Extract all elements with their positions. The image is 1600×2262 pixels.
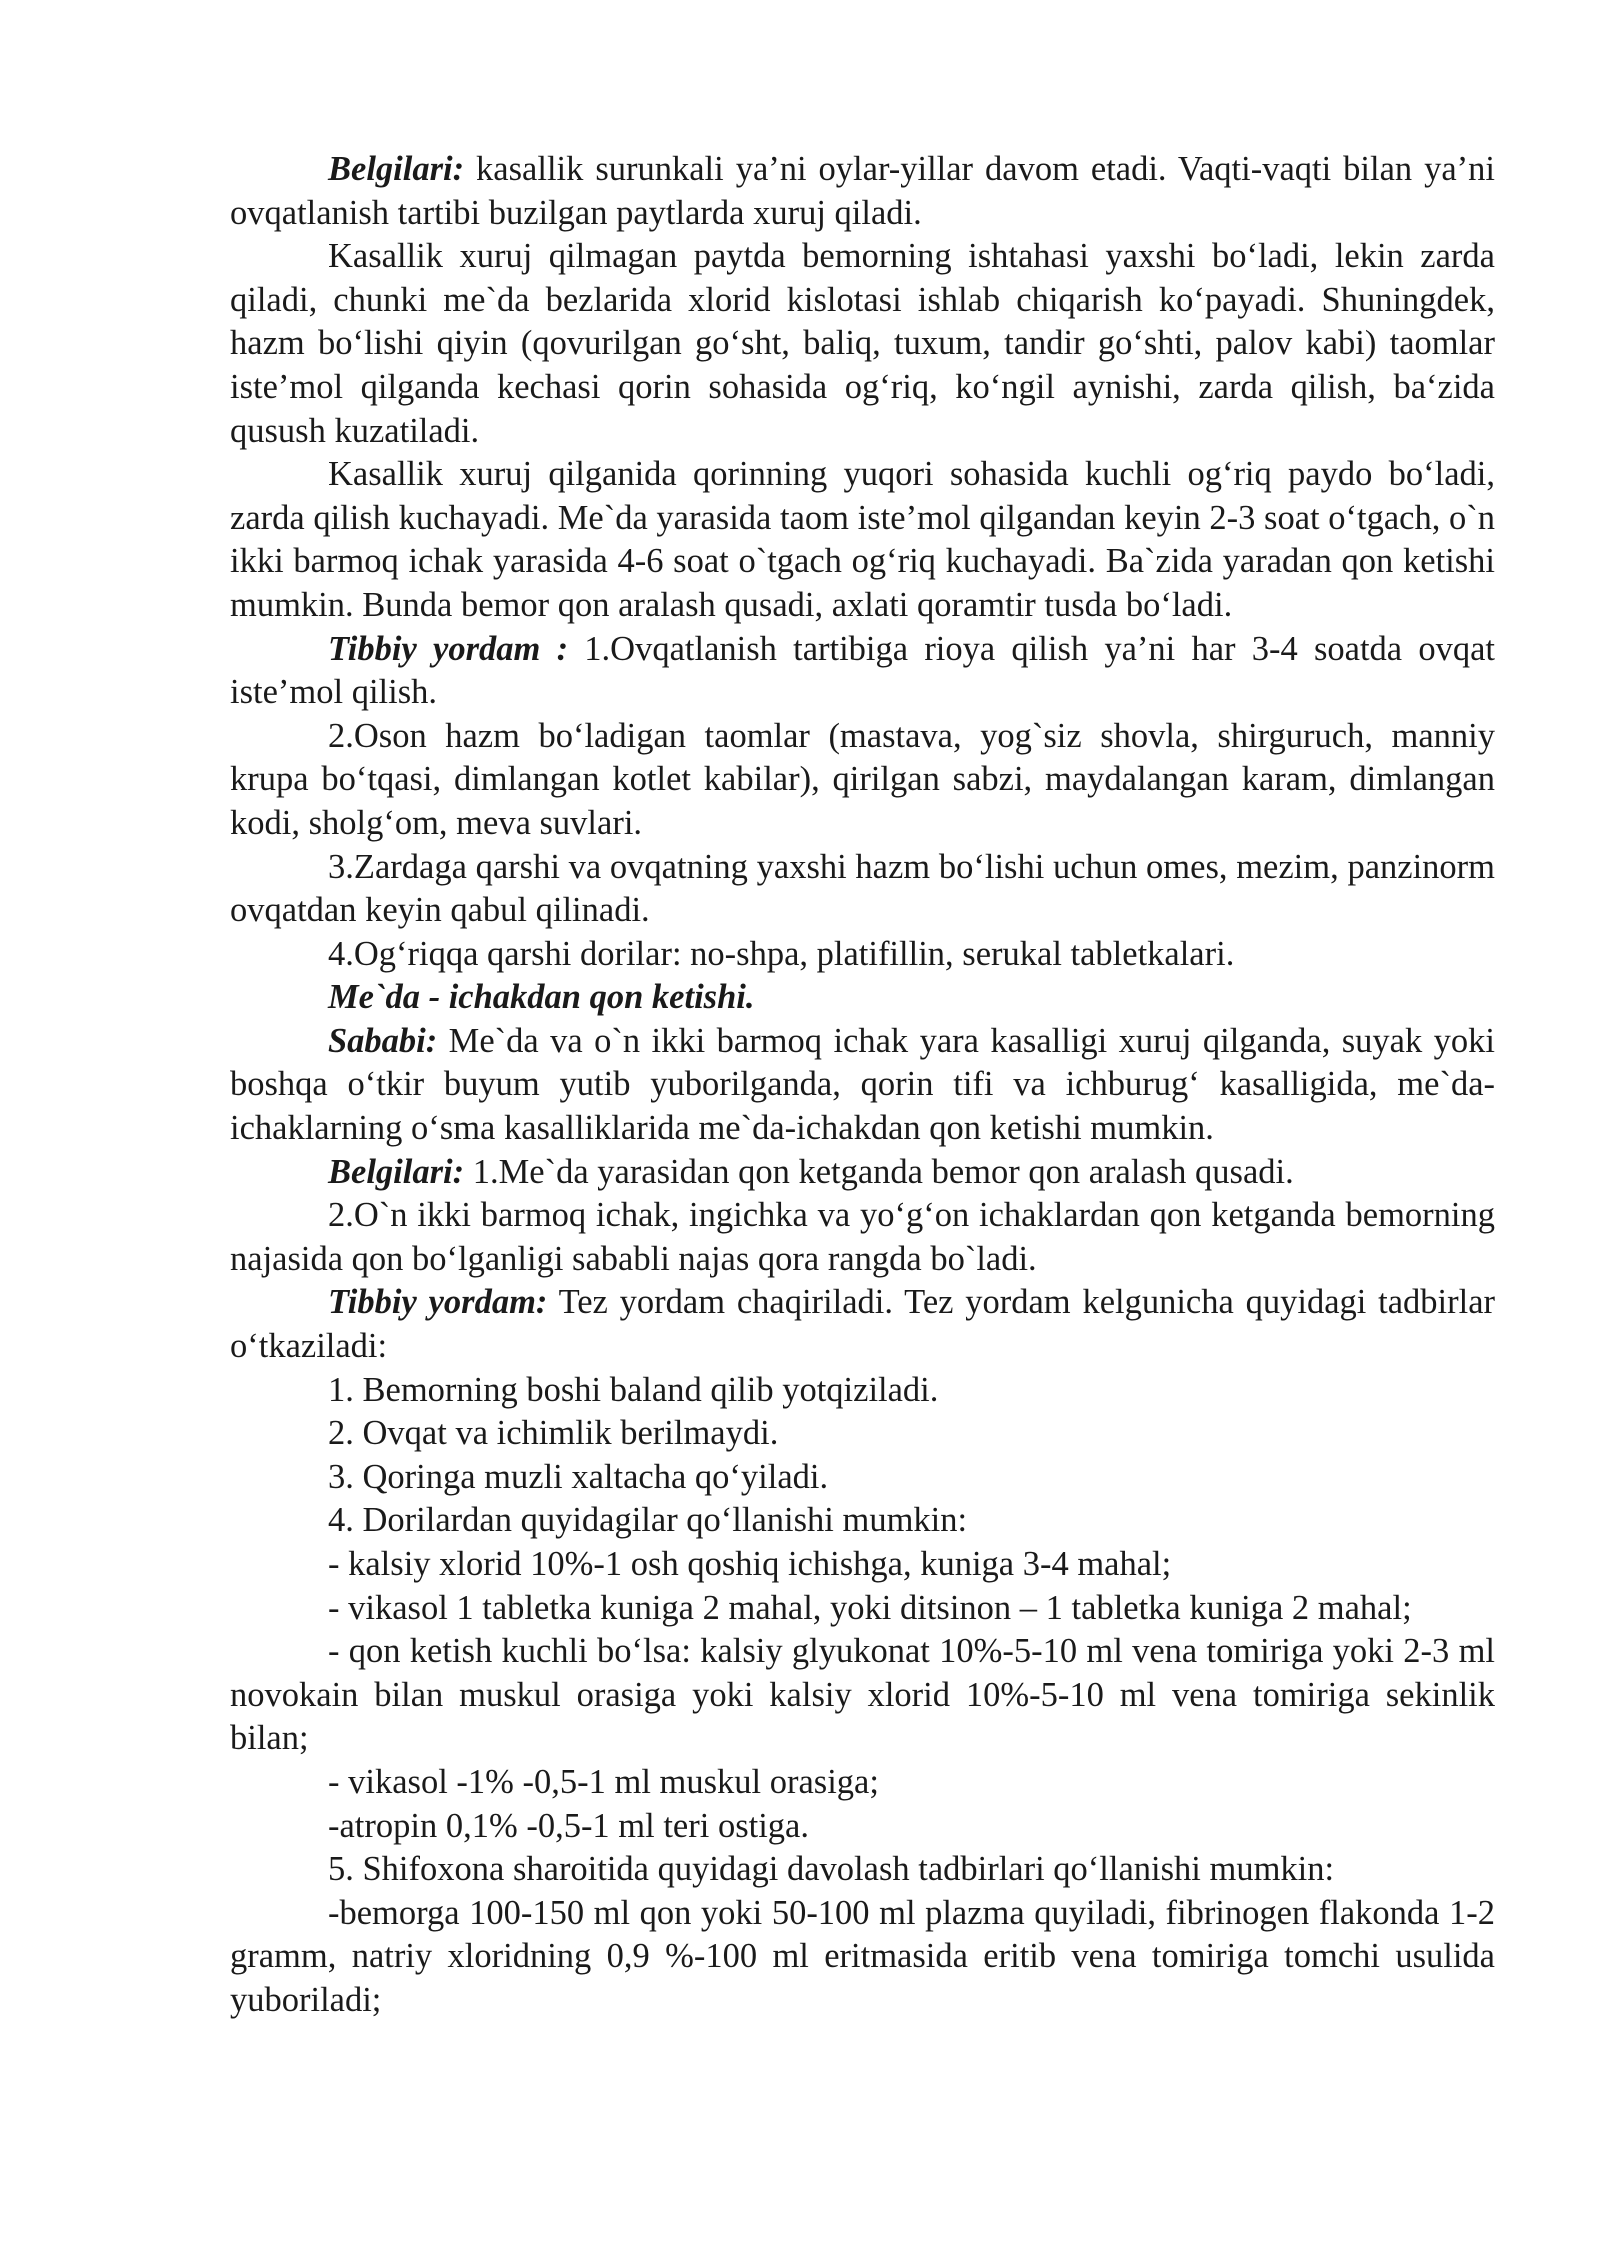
drug-item-vikasol-tablet <box>230 1587 1495 1631</box>
heading-bleeding: Me`da - ichakdan qon ketishi. <box>328 978 755 1017</box>
list-item-4 <box>230 1499 1495 1543</box>
paragraph-text: 1.Me`da yarasidan qon ketganda bemor qon aralash qusadi. <box>464 1152 1294 1191</box>
section-heading <box>230 976 1495 1020</box>
paragraph-symptom-item-2 <box>230 1194 1495 1281</box>
paragraph-text: 3.Zardaga qarshi va ovqatning yaxshi hazm bo‘lishi uchun omes, mezim, panzinorm ovqatdan keyin qabul qilinadi. <box>230 847 1495 930</box>
paragraph-medical-help-2 <box>230 1281 1495 1368</box>
paragraph-text: Me`da va o`n ikki barmoq ichak yara kasalligi xuruj qilganda, suyak yoki boshqa o‘tkir buyum yutib yuborilganda, qorin tifi va ichburug‘ kasalligida, me`da-ichaklarning o‘sma kasalliklarida me`da-ichakdan qon ketishi mumkin. <box>230 1021 1495 1148</box>
drug-item-atropin <box>230 1805 1495 1849</box>
list-item-5 <box>230 1848 1495 1892</box>
paragraph-text: 4.Og‘riqqa qarshi dorilar: no-shpa, platifillin, serukal tabletkalari. <box>328 934 1235 973</box>
label-causes: Sababi: <box>328 1021 438 1060</box>
paragraph-no-attack <box>230 235 1495 453</box>
paragraph-symptoms <box>230 148 1495 235</box>
paragraph-text: 4. Dorilardan quyidagilar qo‘llanishi mumkin: <box>328 1501 968 1540</box>
paragraph-text: -atropin 0,1% -0,5-1 ml teri ostiga. <box>328 1806 809 1845</box>
paragraph-text: -bemorga 100-150 ml qon yoki 50-100 ml plazma quyiladi, fibrinogen flakonda 1-2 gramm, natriy xloridning 0,9 %-100 ml eritmasida eritib vena tomiriga tomchi usulida yuboriladi; <box>230 1893 1495 2019</box>
paragraph-item-3 <box>230 846 1495 933</box>
list-item-1 <box>230 1369 1495 1413</box>
paragraph-text: kasallik surunkali ya’ni oylar-yillar davom etadi. Vaqti-vaqti bilan ya’ni ovqatlanish tartibi buzilgan paytlarda xuruj qiladi. <box>230 150 1495 232</box>
document-page <box>230 148 1495 2023</box>
paragraph-text: 2. Ovqat va ichimlik berilmaydi. <box>328 1414 779 1453</box>
paragraph-symptoms-2 <box>230 1151 1495 1195</box>
label-symptoms: Belgilari: <box>328 150 465 188</box>
paragraph-item-2 <box>230 715 1495 846</box>
paragraph-text: 1. Bemorning boshi baland qilib yotqiziladi. <box>328 1370 939 1409</box>
paragraph-text: - vikasol 1 tabletka kuniga 2 mahal, yoki ditsinon – 1 tabletka kuniga 2 mahal; <box>328 1588 1412 1627</box>
paragraph-text: - kalsiy xlorid 10%-1 osh qoshiq ichishga, kuniga 3-4 mahal; <box>328 1545 1172 1583</box>
paragraph-hospital-treatment <box>230 1892 1495 2023</box>
drug-item-heavy-bleeding <box>230 1630 1495 1761</box>
paragraph-text: 2.O`n ikki barmoq ichak, ingichka va yo‘g‘on ichaklardan qon ketganda bemorning najasida qon bo‘lganligi sababli najas qora rangda bo`ladi. <box>230 1196 1495 1278</box>
label-medical-help: Tibbiy yordam : <box>328 629 569 668</box>
paragraph-text: 2.Oson hazm bo‘ladigan taomlar (mastava, yog`siz shovla, shirguruch, manniy krupa bo‘tqasi, dimlangan kotlet kabilar), qirilgan sabzi, maydalangan karam, dimlangan kodi, sholg‘om, meva suvlari. <box>230 716 1495 842</box>
paragraph-item-4 <box>230 933 1495 977</box>
paragraph-text: Kasallik xuruj qilganida qorinning yuqori sohasida kuchli og‘riq paydo bo‘ladi, zarda qilish kuchayadi. Me`da yarasida taom iste’mol qilgandan keyin 2-3 soat o‘tgach, o`n ikki barmoq ichak yarasida 4-6 soat o`tgach og‘riq kuchayadi. Ba`zida yaradan qon ketishi mumkin. Bunda bemor qon aralash qusadi, axlati qoramtir tusda bo‘ladi. <box>230 455 1495 624</box>
paragraph-attack <box>230 453 1495 627</box>
drug-item-vikasol-injection <box>230 1761 1495 1805</box>
label-symptoms: Belgilari: <box>328 1152 465 1191</box>
paragraph-causes <box>230 1020 1495 1151</box>
paragraph-text: Tez yordam chaqiriladi. Tez yordam kelgunicha quyidagi tadbirlar o‘tkaziladi: <box>230 1283 1495 1366</box>
list-item-2 <box>230 1412 1495 1456</box>
paragraph-text: 1.Ovqatlanish tartibiga rioya qilish ya’ni har 3-4 soatda ovqat iste’mol qilish. <box>230 629 1495 712</box>
list-item-3 <box>230 1456 1495 1500</box>
drug-item-calcium-chloride <box>230 1543 1495 1587</box>
paragraph-text: 5. Shifoxona sharoitida quyidagi davolash tadbirlari qo‘llanishi mumkin: <box>328 1850 1335 1889</box>
paragraph-text: - qon ketish kuchli bo‘lsa: kalsiy glyukonat 10%-5-10 ml vena tomiriga yoki 2-3 ml novokain bilan muskul orasiga yoki kalsiy xlorid 10%-5-10 ml vena tomiriga sekinlik bilan; <box>230 1632 1495 1758</box>
label-medical-help: Tibbiy yordam: <box>328 1283 548 1322</box>
paragraph-text: 3. Qoringa muzli xaltacha qo‘yiladi. <box>328 1457 829 1496</box>
paragraph-medical-help <box>230 628 1495 715</box>
paragraph-text: Kasallik xuruj qilmagan paytda bemorning ishtahasi yaxshi bo‘ladi, lekin zarda qiladi, chunki me`da bezlarida xlorid kislotasi ishlab chiqarish ko‘payadi. Shuningdek, hazm bo‘lishi qiyin (qovurilgan go‘sht, baliq, tuxum, tandir go‘shti, palov kabi) taomlar iste’mol qilganda kechasi qorin sohasida og‘riq, ko‘ngil aynishi, zarda qilish, ba‘zida qusush kuzatiladi. <box>230 237 1495 450</box>
paragraph-text: - vikasol -1% -0,5-1 ml muskul orasiga; <box>328 1762 879 1801</box>
